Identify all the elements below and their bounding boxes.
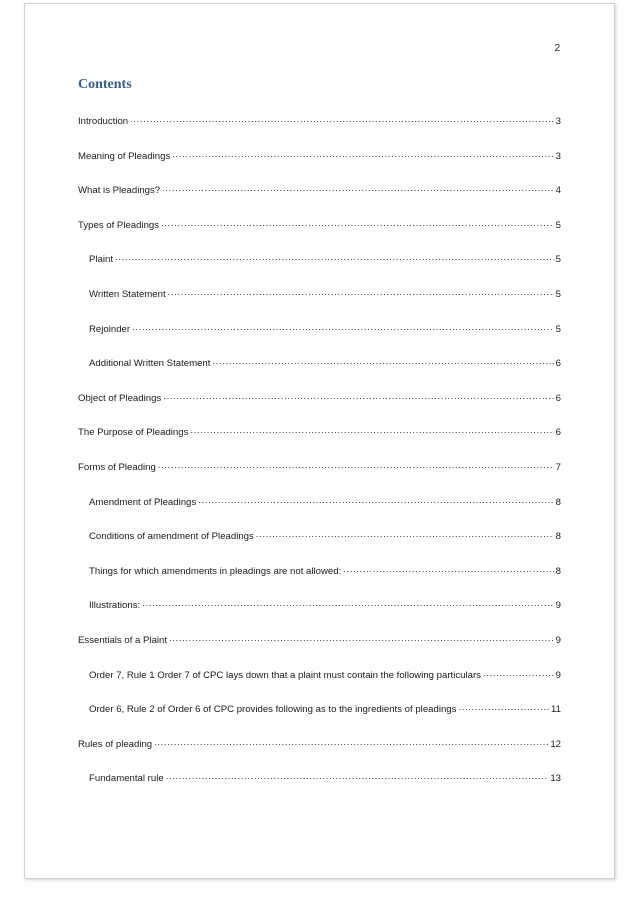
toc-entry-page: 9 xyxy=(555,600,561,612)
toc-entry[interactable] xyxy=(78,668,561,703)
toc-entry-page: 9 xyxy=(555,634,561,646)
toc-entry[interactable] xyxy=(78,356,561,391)
toc-entry-page: 12 xyxy=(550,738,561,750)
toc-entry-title: The Purpose of Pleadings xyxy=(78,427,189,439)
toc-entry-page: 6 xyxy=(555,392,561,404)
toc-entry-title: Object of Pleadings xyxy=(78,392,162,404)
toc-entry-page: 8 xyxy=(555,531,561,543)
toc-entry-page: 3 xyxy=(555,116,561,127)
toc-entry-page: 5 xyxy=(555,323,561,335)
toc-leader xyxy=(198,495,553,505)
toc-entry-title: Illustrations: xyxy=(89,600,141,612)
toc-entry-page: 8 xyxy=(555,565,561,577)
toc-entry[interactable] xyxy=(78,425,561,460)
contents-heading: Contents xyxy=(78,77,132,92)
toc-leader xyxy=(256,529,554,539)
toc-entry-title: Forms of Pleading xyxy=(78,461,156,473)
toc-leader xyxy=(483,668,554,678)
toc-entry-title: Introduction xyxy=(78,116,129,127)
toc-entry-page: 3 xyxy=(555,150,561,162)
toc-entry[interactable] xyxy=(78,702,561,737)
toc-entry[interactable] xyxy=(78,391,561,426)
toc-entry[interactable] xyxy=(78,218,561,253)
toc-leader xyxy=(161,218,554,228)
toc-entry-page: 5 xyxy=(555,254,561,266)
toc-leader xyxy=(162,183,554,193)
toc-entry-page: 6 xyxy=(555,358,561,370)
toc-leader xyxy=(115,252,554,262)
toc-leader xyxy=(154,737,548,747)
toc-entry[interactable] xyxy=(78,252,561,287)
toc-leader xyxy=(142,598,553,608)
toc-entry-page: 5 xyxy=(555,219,561,231)
toc-entry-page: 13 xyxy=(550,773,561,785)
toc-leader xyxy=(130,114,554,124)
toc-entry[interactable] xyxy=(78,460,561,495)
toc-entry-title: Order 6, Rule 2 of Order 6 of CPC provides following as to the ingredients of pleadings xyxy=(89,704,457,716)
toc-leader xyxy=(168,287,554,297)
toc-entry-title: What is Pleadings? xyxy=(78,185,161,197)
toc-entry[interactable] xyxy=(78,149,561,184)
toc-entry-title: Meaning of Pleadings xyxy=(78,150,171,162)
toc-entry-title: Order 7, Rule 1 Order 7 of CPC lays down that a plaint must contain the following particulars xyxy=(89,669,481,681)
toc-entry-page: 5 xyxy=(555,288,561,300)
toc-entry-page: 11 xyxy=(551,704,561,716)
toc-entry-title: Additional Written Statement xyxy=(89,358,211,370)
toc-entry-title: Amendment of Pleadings xyxy=(89,496,197,508)
page-number: 2 xyxy=(554,43,560,54)
toc-entry[interactable] xyxy=(78,322,561,357)
toc-entry-title: Fundamental rule xyxy=(89,773,164,785)
toc-entry-title: Written Statement xyxy=(89,288,166,300)
toc-entry-title: Rules of pleading xyxy=(78,738,153,750)
toc-entry[interactable] xyxy=(78,737,561,772)
toc-entry-page: 7 xyxy=(555,461,561,473)
toc-entry-title: Essentials of a Plaint xyxy=(78,634,168,646)
toc-entry-page: 8 xyxy=(555,496,561,508)
toc-entry[interactable] xyxy=(78,529,561,564)
toc-leader xyxy=(163,391,553,401)
toc-entry-page: 6 xyxy=(555,427,561,439)
toc-entry[interactable] xyxy=(78,598,561,633)
toc-entry-page: 9 xyxy=(555,669,561,681)
toc-entry[interactable] xyxy=(78,183,561,218)
toc-entry[interactable] xyxy=(78,114,561,149)
toc-leader xyxy=(158,460,554,470)
toc-leader xyxy=(166,771,549,781)
table-of-contents xyxy=(78,114,561,806)
toc-entry-title: Rejoinder xyxy=(89,323,131,335)
toc-leader xyxy=(172,149,553,159)
toc-entry-page: 4 xyxy=(555,185,561,197)
toc-leader xyxy=(190,425,553,435)
toc-entry-title: Plaint xyxy=(89,254,113,266)
toc-entry[interactable] xyxy=(78,771,561,806)
toc-entry-title: Conditions of amendment of Pleadings xyxy=(89,531,254,543)
toc-leader xyxy=(458,702,549,712)
toc-entry-title: Types of Pleadings xyxy=(78,219,160,231)
toc-entry[interactable] xyxy=(78,287,561,322)
toc-entry[interactable] xyxy=(78,495,561,530)
toc-leader xyxy=(212,356,553,366)
toc-entry[interactable] xyxy=(78,564,561,599)
toc-leader xyxy=(169,633,554,643)
toc-leader xyxy=(343,564,553,574)
toc-entry-title: Things for which amendments in pleadings are not allowed: xyxy=(89,565,342,577)
toc-entry[interactable] xyxy=(78,633,561,668)
toc-leader xyxy=(132,322,554,332)
